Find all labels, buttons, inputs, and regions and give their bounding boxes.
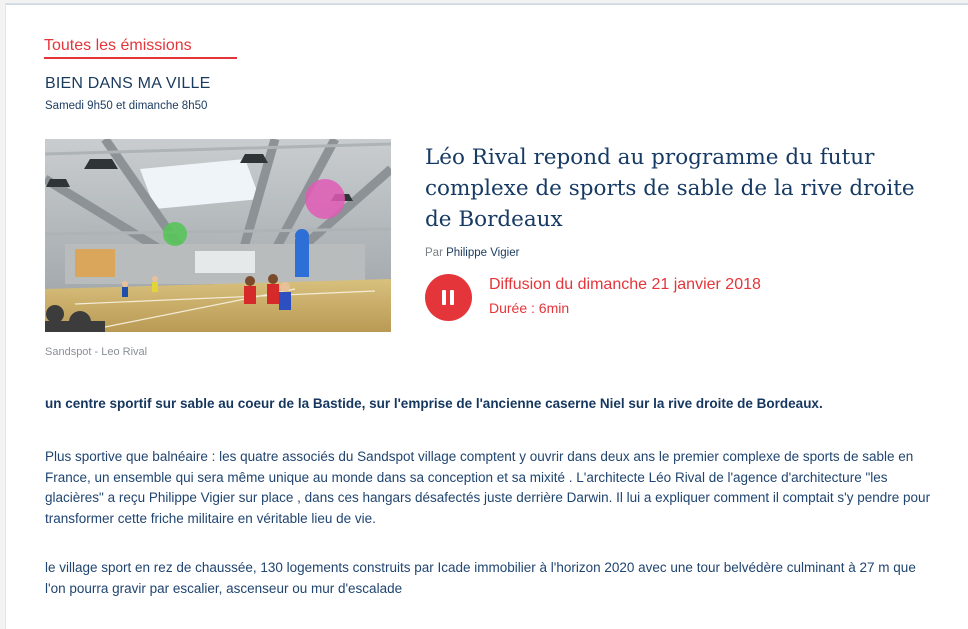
pause-button[interactable] — [425, 274, 472, 321]
byline-prefix: Par — [425, 247, 443, 259]
top-divider — [6, 4, 968, 5]
all-shows-link[interactable]: Toutes les émissions — [44, 37, 192, 54]
article-image — [45, 139, 391, 332]
article-title: Léo Rival repond au programme du futur complexe de sports de sable de la rive droite de Bordeaux — [425, 145, 915, 232]
show-title: BIEN DANS MA VILLE — [45, 75, 211, 92]
show-schedule: Samedi 9h50 et dimanche 8h50 — [45, 100, 208, 112]
back-link-underline — [44, 57, 237, 59]
byline — [425, 247, 519, 259]
article-paragraph-2: le village sport en rez de chaussée, 130 logements construits par Icade immobilier à l'horizon 2020 avec une tour belvédère culminant à 27 m que l'on pourra gravir par escalier, ascenseur ou mur d'escalade — [45, 560, 916, 596]
sandspot-illustration — [45, 139, 391, 332]
duration: Durée : 6min — [489, 300, 570, 316]
image-caption: Sandspot - Leo Rival — [45, 346, 148, 358]
article-paragraph-1: Plus sportive que balnéaire : les quatre associés du Sandspot village comptent y ouvrir dans deux ans le premier complexe de sports de sable en France, un ensemble qui sera même unique au monde dans sa conception et sa mixité . L'architecte Léo Rival de l'agence d'architecture "les glacières" a reçu Philippe Vigier sur place , dans ces hangars désafectés juste derrière Darwin. Il lui a expliquer comment il comptait s'y pendre pour transformer cette friche militaire en véritable lieu de vie. — [45, 449, 931, 526]
author-name[interactable]: Philippe Vigier — [446, 247, 520, 259]
broadcast-date: Diffusion du dimanche 21 janvier 2018 — [489, 276, 761, 293]
page — [5, 3, 968, 629]
article-lead: un centre sportif sur sable au coeur de la Bastide, sur l'emprise de l'ancienne caserne Niel sur la rive droite de Bordeaux. — [45, 396, 823, 411]
